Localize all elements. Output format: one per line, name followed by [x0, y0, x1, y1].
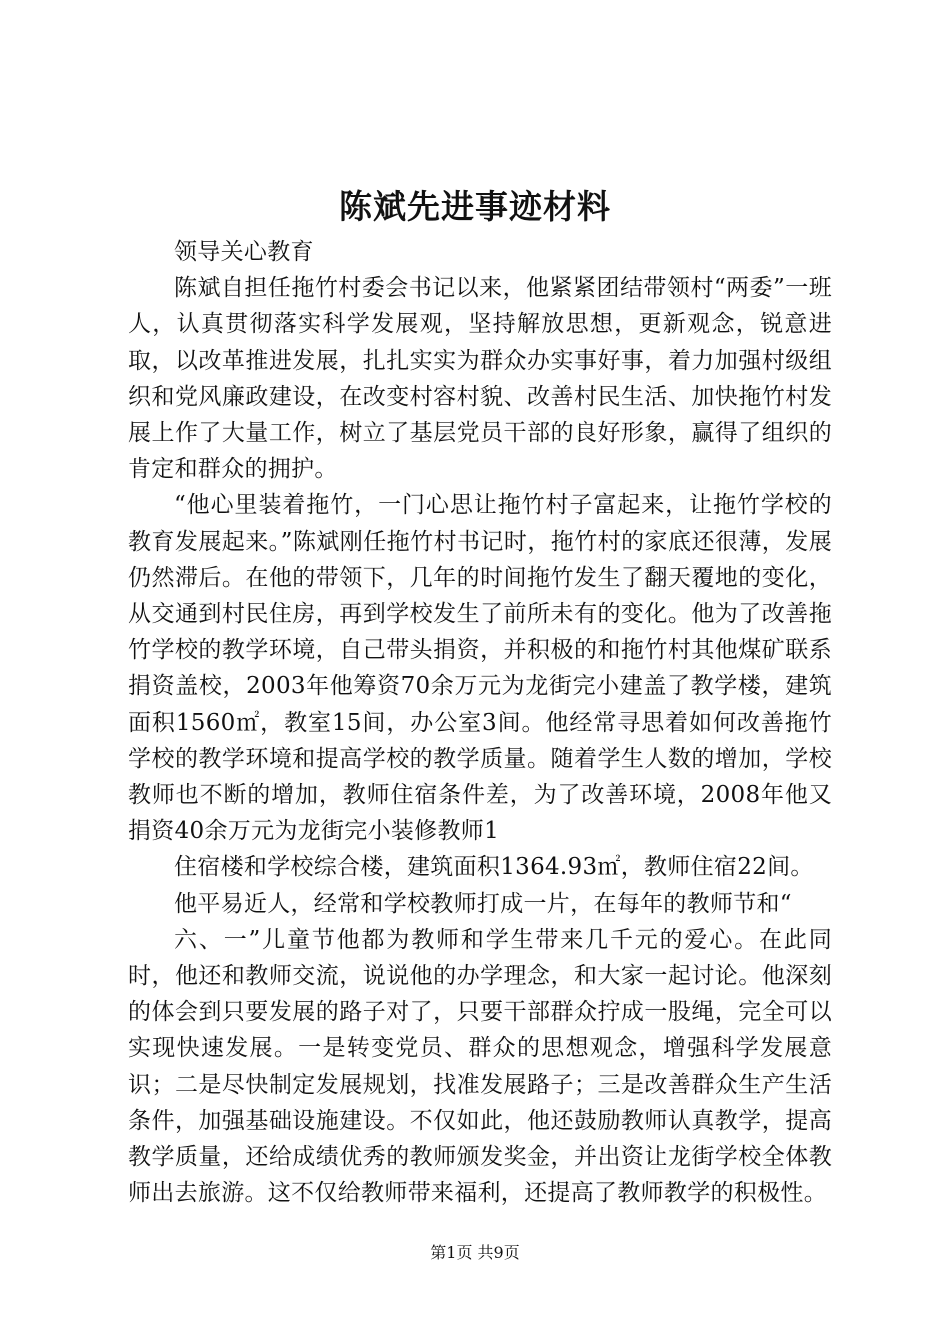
paragraph-dormitory: 住宿楼和学校综合楼，建筑面积1364.93㎡，教师住宿22间。 [174, 854, 814, 881]
document-title: 陈斌先进事迹材料 [339, 187, 611, 226]
paragraph-section-heading: 领导关心教育 [174, 239, 314, 265]
paragraph-teachers-day: 他平易近人，经常和学校教师打成一片，在每年的教师节和“ [174, 890, 792, 917]
document-body [128, 234, 832, 1211]
page-number-footer: 第1页 共9页 [430, 1243, 520, 1262]
paragraph-childrens-day: 六、一”儿童节他都为教师和学生带来几千元的爱心。在此同时，他还和教师交流，说说他的办学理念，和大家一起讨论。他深刻的体会到只要发展的路子对了，只要干部群众拧成一股绳，完全可以实现快速发展。一是转变党员、群众的思想观念，增强科学发展意识；二是尽快制定发展规划，找准发展路子；三是改善群众生产生活条件，加强基础设施建设。不仅如此，他还鼓励教师认真教学，提高教学质量，还给成绩优秀的教师颁发奖金，并出资让龙街学校全体教师出去旅游。这不仅给教师带来福利，还提高了教师教学的积极性。 [128, 926, 832, 1207]
paragraph-intro: 陈斌自担任拖竹村委会书记以来，他紧紧团结带领村“两委”一班人，认真贯彻落实科学发展观，坚持解放思想，更新观念，锐意进取，以改革推进发展，扎扎实实为群众办实事好事，着力加强村级组织和党风廉政建设，在改变村容村貌、改善村民生活、加快拖竹村发展上作了大量工作，树立了基层党员干部的良好形象，赢得了组织的肯定和群众的拥护。 [128, 275, 832, 483]
paragraph-school-funding: “他心里装着拖竹，一门心思让拖竹村子富起来，让拖竹学校的教育发展起来。”陈斌刚任拖竹村书记时，拖竹村的家底还很薄，发展仍然滞后。在他的带领下，几年的时间拖竹发生了翻天覆地的变化，从交通到村民住房，再到学校发生了前所未有的变化。他为了改善拖竹学校的教学环境，自己带头捐资，并积极的和拖竹村其他煤矿联系捐资盖校，2003年他筹资70余万元为龙街完小建盖了教学楼，建筑面积1560㎡，教室15间，办公室3间。他经常寻思着如何改善拖竹学校的教学环境和提高学校的教学质量。随着学生人数的增加，学校教师也不断的增加，教师住宿条件差，为了改善环境，2008年他又捐资40余万元为龙街完小装修教师1 [128, 492, 832, 845]
